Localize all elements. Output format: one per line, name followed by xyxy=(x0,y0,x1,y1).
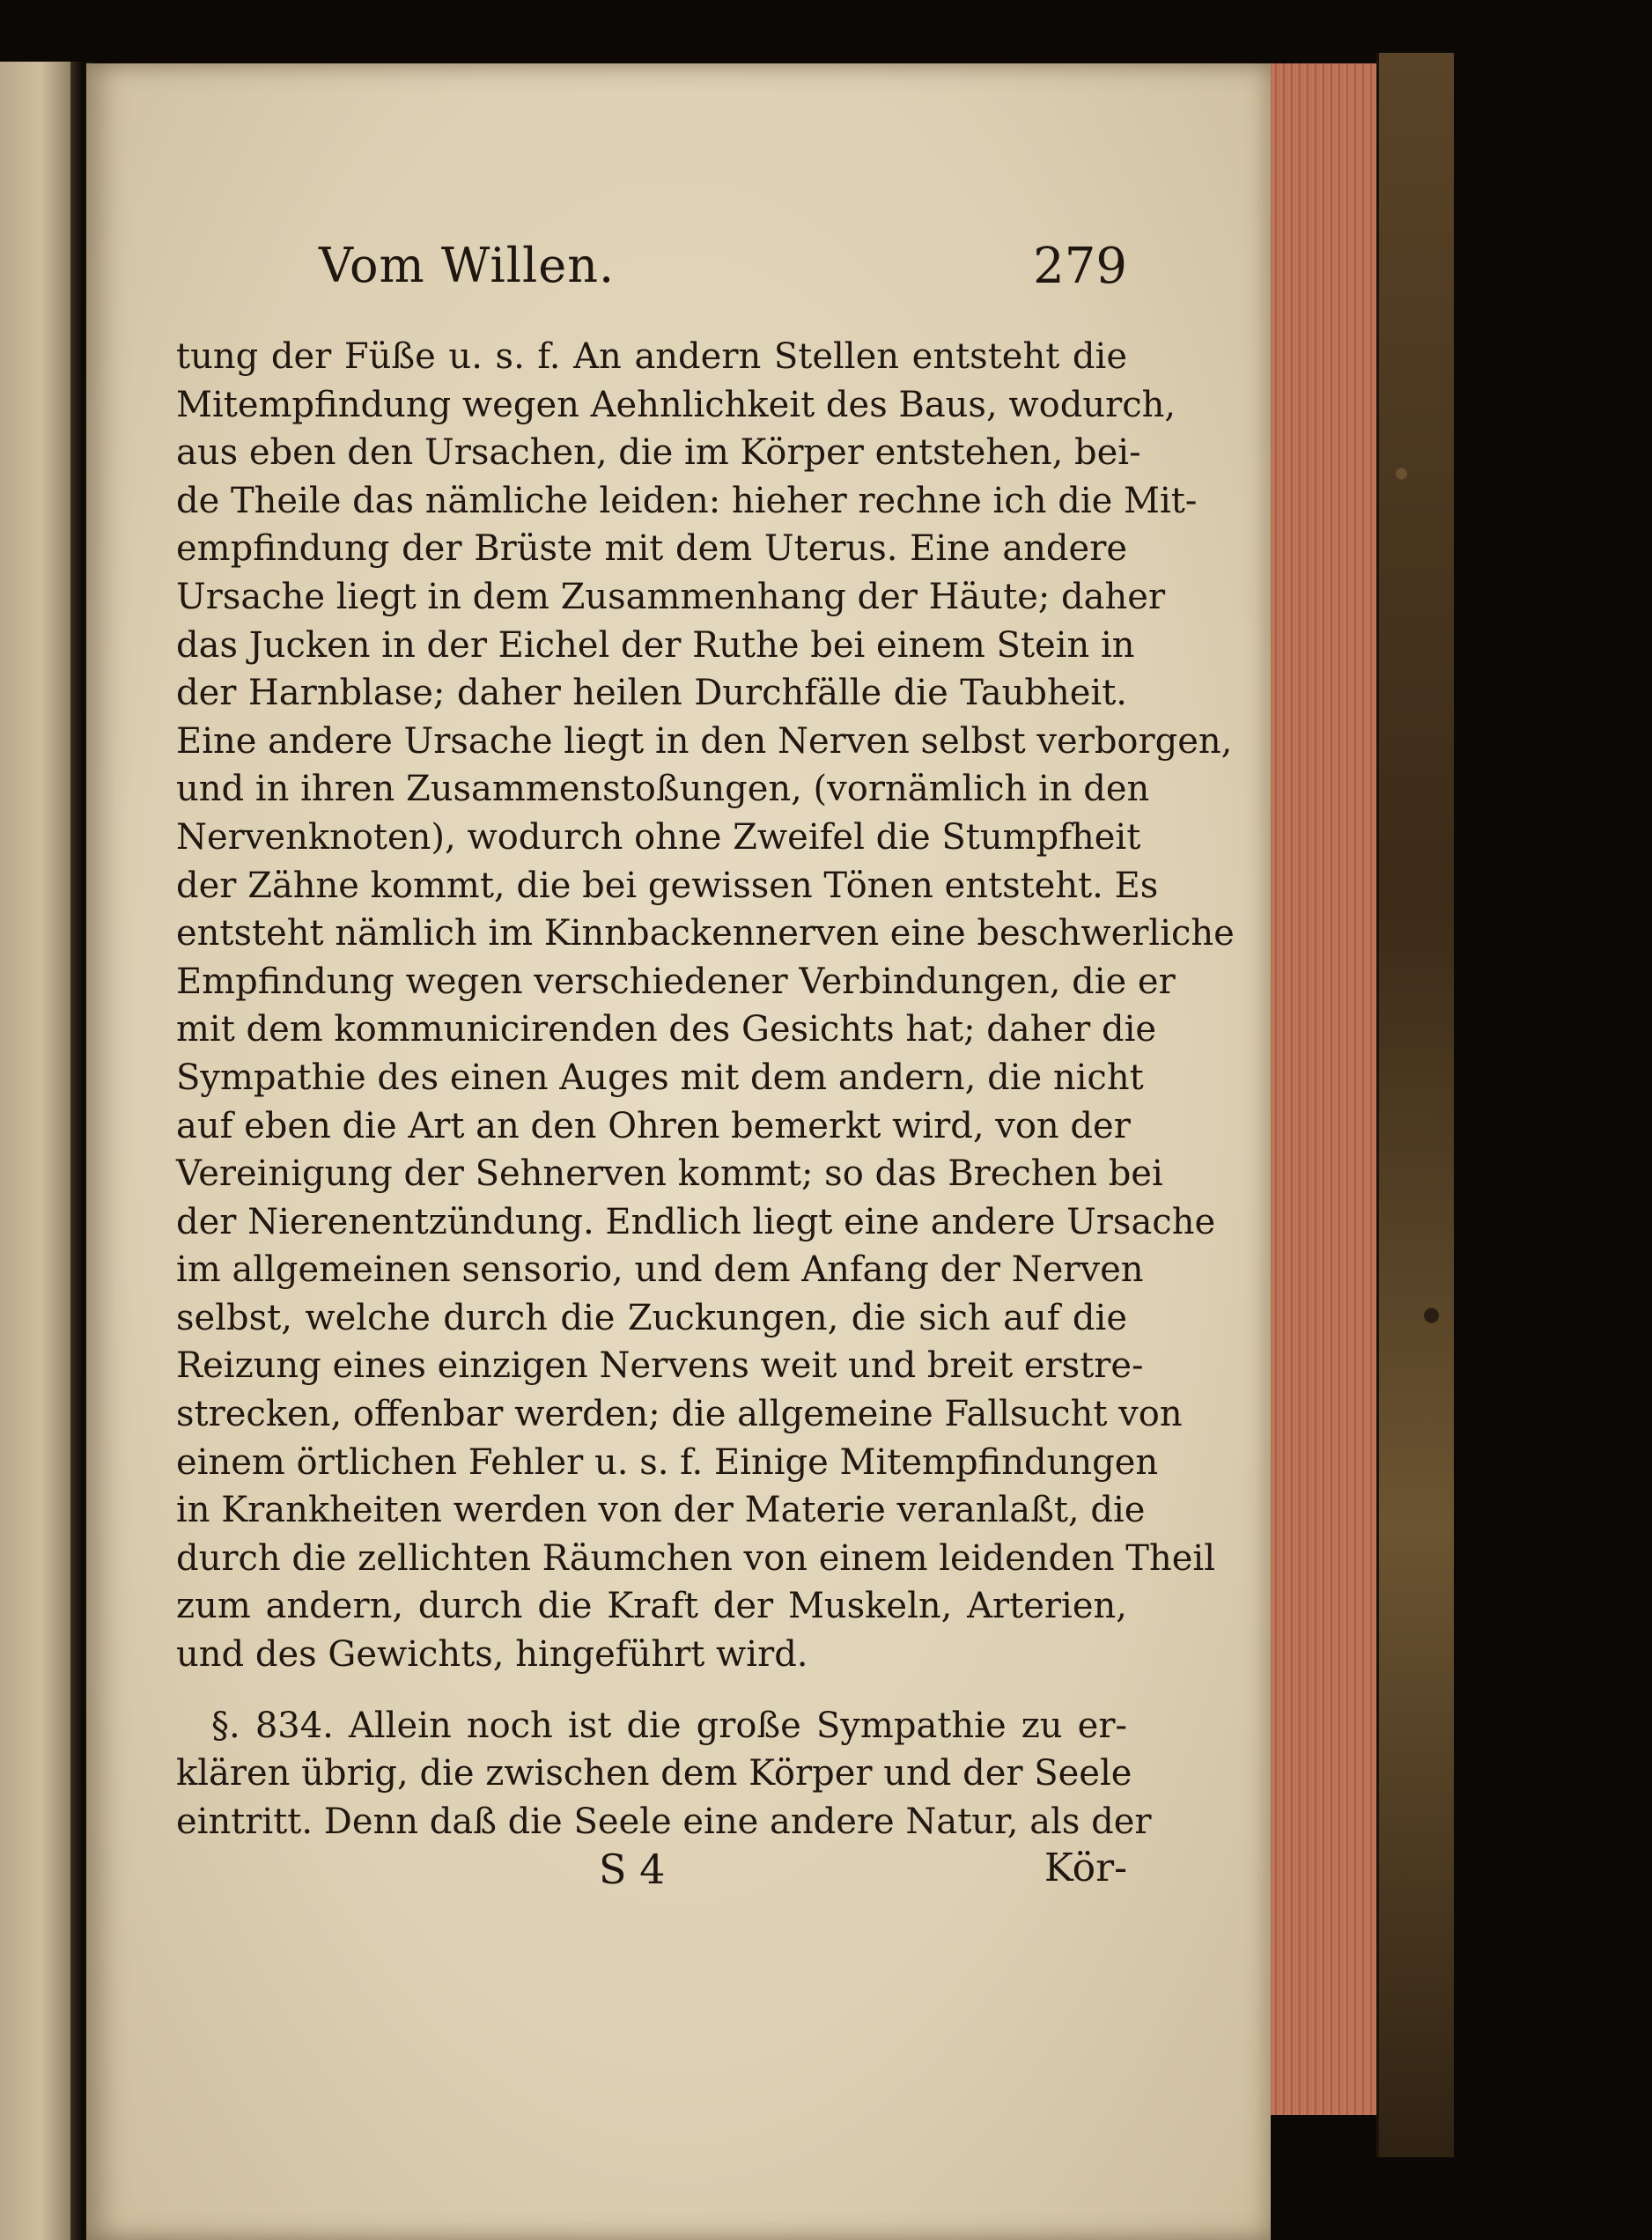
text-line: der Nierenentzündung. Endlich liegt eine andere Ursache xyxy=(176,1201,1216,1242)
text-line: auf eben die Art an den Ohren bemerkt wird, von der xyxy=(176,1105,1131,1146)
text-line: einem örtlichen Fehler u. s. f. Einige Mitempfindungen xyxy=(176,1441,1159,1483)
text-line: der Zähne kommt, die bei gewissen Tönen entsteht. Es xyxy=(176,865,1159,906)
text-line: und in ihren Zusammenstoßungen, (vornämlich in den xyxy=(176,769,1150,810)
text-line: durch die zellichten Räumchen von einem leidenden Theil xyxy=(176,1537,1215,1579)
text-line: Mitempfindung wegen Aehnlichkeit des Baus, wodurch, xyxy=(176,384,1176,425)
text-line: §. 834. Allein noch ist die große Sympathie zu er- xyxy=(211,1705,1127,1746)
page-footer xyxy=(176,1846,1127,1907)
catchword: Kör- xyxy=(1044,1846,1127,1890)
text-line: der Harnblase; daher heilen Durchfälle die Taubheit. xyxy=(176,673,1127,714)
text-line: Reizung eines einzigen Nervens weit und breit erstre- xyxy=(176,1345,1144,1387)
text-line: im allgemeinen sensorio, und dem Anfang der Nerven xyxy=(176,1249,1144,1291)
text-line: klären übrig, die zwischen dem Körper und der Seele xyxy=(176,1753,1132,1794)
text-line: tung der Füße u. s. f. An andern Stellen entsteht die xyxy=(176,336,1127,377)
text-line: mit dem kommunicirenden des Gesichts hat; daher die xyxy=(176,1009,1157,1050)
text-line: in Krankheiten werden von der Materie veranlaßt, die xyxy=(176,1490,1146,1531)
text-line: und des Gewichts, hingeführt wird. xyxy=(176,1634,808,1676)
text-line: de Theile das nämliche leiden: hieher rechne ich die Mit- xyxy=(176,480,1198,521)
text-line: Empfindung wegen verschiedener Verbindungen, die er xyxy=(176,961,1176,1002)
left-page-fragment xyxy=(0,62,75,2240)
paragraph-gap xyxy=(176,1679,1127,1702)
running-head: Vom Willen. xyxy=(319,238,616,293)
text-line: eintritt. Denn daß die Seele eine andere Natur, als der xyxy=(176,1801,1152,1842)
text-line: Eine andere Ursache liegt in den Nerven selbst verborgen, xyxy=(176,720,1233,762)
text-line: Nervenknoten), wodurch ohne Zweifel die Stumpfheit xyxy=(176,816,1141,858)
page-edges xyxy=(1271,63,1376,2115)
text-line: Vereinigung der Sehnerven kommt; so das Brechen bei xyxy=(176,1153,1163,1195)
text-line: Ursache liegt in dem Zusammenhang der Häute; daher xyxy=(176,576,1166,617)
text-line: aus eben den Ursachen, die im Körper entstehen, bei- xyxy=(176,432,1141,474)
body-text xyxy=(176,333,1235,1846)
text-line: strecken, offenbar werden; die allgemeine Fallsucht von xyxy=(176,1394,1183,1435)
text-line: Sympathie des einen Auges mit dem andern, die nicht xyxy=(176,1057,1144,1098)
text-line: zum andern, durch die Kraft der Muskeln, Arterien, xyxy=(176,1586,1127,1627)
signature-mark: S 4 xyxy=(599,1846,666,1893)
text-line: empfindung der Brüste mit dem Uterus. Eine andere xyxy=(176,528,1127,570)
text-line: das Jucken in der Eichel der Ruthe bei einem Stein in xyxy=(176,624,1135,666)
book-cover-edge xyxy=(1376,53,1454,2157)
page-number: 279 xyxy=(1033,238,1127,295)
text-line: entsteht nämlich im Kinnbackennerven eine beschwerliche xyxy=(176,913,1235,954)
text-line: selbst, welche durch die Zuckungen, die sich auf die xyxy=(176,1297,1127,1338)
page-header xyxy=(176,238,1127,317)
